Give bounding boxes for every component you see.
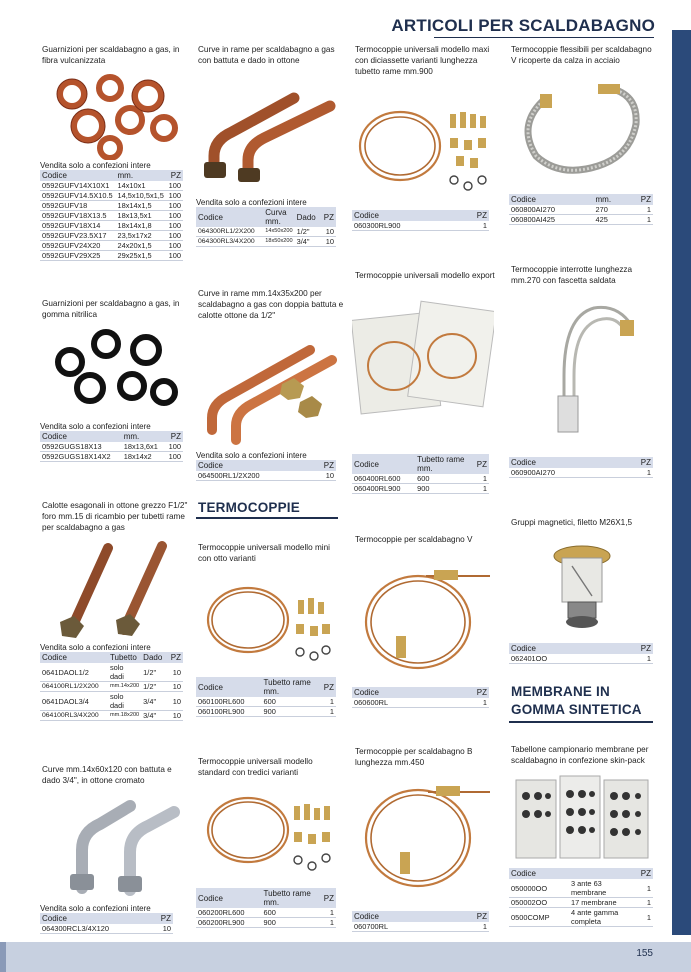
size: 14x10x1 — [115, 181, 166, 191]
qty: 1 — [628, 215, 653, 225]
tube: mm.18x200 — [108, 711, 141, 721]
code: 0592GUFV14X10X1 — [40, 181, 115, 191]
col-header: PZ — [471, 454, 489, 474]
col-header: PZ — [615, 643, 653, 654]
col-header: PZ — [318, 677, 336, 697]
qty: 100 — [166, 181, 183, 191]
size: 18x13,6x1 — [122, 442, 165, 452]
length: 900 — [262, 707, 318, 717]
table-row — [40, 663, 183, 682]
qty: 10 — [167, 711, 183, 721]
code: 0592GUFV29X25 — [40, 251, 115, 261]
col-header: Codice — [40, 431, 122, 442]
table-row — [196, 908, 336, 918]
qty: 100 — [166, 251, 183, 261]
product-description — [42, 44, 192, 66]
table-row — [509, 468, 653, 478]
curve-doppia-table — [196, 460, 336, 481]
table-row — [40, 682, 183, 692]
table-row — [352, 922, 489, 932]
desc-line: Curve in rame mm.14x35x200 per — [198, 289, 322, 298]
qty: 1 — [471, 484, 489, 494]
col-header: Codice — [196, 460, 311, 471]
table-row — [40, 221, 183, 231]
tube: solo dadi — [108, 663, 141, 682]
termo-b-table-wrap — [352, 911, 489, 932]
desc-line: dado 3/4", in ottone cromato — [42, 776, 145, 785]
qty: 1 — [471, 474, 489, 484]
table-row — [196, 918, 336, 928]
table-row — [40, 211, 183, 221]
size: 18x14x1,5 — [115, 201, 166, 211]
col-header: mm. — [122, 431, 165, 442]
table-row — [196, 227, 336, 237]
col-header: PZ — [459, 210, 489, 221]
col-header: PZ — [167, 652, 183, 663]
col-header: Codice — [352, 687, 452, 698]
product-description — [42, 298, 192, 320]
table-row — [509, 654, 653, 664]
table-row — [40, 711, 183, 721]
col-header: Codice — [40, 170, 115, 181]
gasket-vulcan-table — [40, 170, 183, 261]
code: 064100RL1/2X200 — [40, 682, 108, 692]
table-row — [352, 221, 489, 231]
desc-line: Termocoppie universali modello mini — [198, 543, 330, 552]
qty: 100 — [166, 201, 183, 211]
section-title-membrane — [509, 683, 653, 723]
section-title-line: GOMMA SINTETICA — [511, 702, 642, 717]
desc-line: lunghezza mm.450 — [355, 758, 425, 767]
code: 060100RL900 — [196, 707, 262, 717]
desc-line: V ricoperte da calza in acciaio — [511, 56, 620, 65]
table-row — [352, 484, 489, 494]
table-row — [40, 191, 183, 201]
product-description — [355, 270, 505, 281]
code: 0592GUGS18X13 — [40, 442, 122, 452]
size: 24x20x1,5 — [115, 241, 166, 251]
table-row — [352, 698, 489, 708]
table-row — [40, 692, 183, 711]
membrane-table-wrap — [509, 868, 653, 927]
code: 050000OO — [509, 879, 569, 898]
table-row — [196, 707, 336, 717]
desc-line: mm.270 con fascetta saldata — [511, 276, 616, 285]
length: 900 — [262, 918, 318, 928]
desc-line: per scaldabagno a gas — [42, 523, 125, 532]
desc-line: Tabellone campionario membrane per — [511, 745, 649, 754]
size: 18x14x2 — [122, 452, 165, 462]
desc-line: calotte ottone da 1/2" — [198, 311, 276, 320]
termo-maxi-table-wrap — [352, 210, 489, 231]
size: 18x13,5x1 — [115, 211, 166, 221]
termo-flex-table — [509, 194, 653, 225]
product-description — [198, 44, 348, 66]
code: 060200RL600 — [196, 908, 262, 918]
desc-line: Termocoppie flessibili per scaldabagno — [511, 45, 652, 54]
col-header: PZ — [320, 207, 336, 227]
table-row — [40, 452, 183, 462]
col-header: Tubetto rame mm. — [262, 677, 318, 697]
termo-flex-table-wrap — [509, 194, 653, 225]
code: 0641DAOL1/2 — [40, 663, 108, 682]
termo-v-table — [352, 687, 489, 708]
code: 0592GUFV14.5X10.5 — [40, 191, 115, 201]
sale-note: Vendita solo a confezioni intere — [196, 451, 307, 460]
code: 064500RL1/2X200 — [196, 471, 311, 481]
table-row — [509, 215, 653, 225]
desc-line: gomma nitrilica — [42, 310, 98, 319]
col-header: PZ — [620, 457, 653, 468]
gasket-nitrile-photo — [46, 326, 182, 418]
col-header: PZ — [633, 868, 653, 879]
table-row — [40, 201, 183, 211]
termo-export-table — [352, 454, 489, 494]
qty: 100 — [166, 191, 183, 201]
page-title: ARTICOLI PER SCALDABAGNO — [391, 16, 655, 35]
code: 060700RL — [352, 922, 452, 932]
termo-standard-photo — [200, 788, 336, 882]
col-header: Codice — [40, 913, 151, 924]
membrane-photo — [512, 774, 652, 864]
qty: 10 — [311, 471, 336, 481]
product-description — [511, 44, 669, 66]
table-row — [40, 442, 183, 452]
termo-mini-photo — [200, 576, 336, 672]
table-row — [40, 241, 183, 251]
qty: 1 — [633, 898, 653, 908]
termo-mini-table-wrap — [196, 677, 336, 717]
description: 4 ante gamma completa — [569, 908, 633, 927]
qty: 1 — [318, 918, 336, 928]
qty: 1 — [628, 205, 653, 215]
qty: 1 — [318, 697, 336, 707]
gruppi-photo — [532, 536, 632, 636]
termo-export-photo — [352, 300, 494, 416]
table-row — [40, 251, 183, 261]
col-header: Curva mm. — [263, 207, 294, 227]
tube: solo dadi — [108, 692, 141, 711]
col-header: Codice — [196, 677, 262, 697]
code: 060600RL — [352, 698, 452, 708]
page-number: 155 — [636, 948, 653, 959]
col-header: PZ — [165, 431, 183, 442]
col-header: PZ — [311, 460, 336, 471]
desc-line: Termocoppie universali modello — [198, 757, 313, 766]
size: 18x14x1,8 — [115, 221, 166, 231]
code: 0592GUFV18X14 — [40, 221, 115, 231]
code: 0592GUFV18X13.5 — [40, 211, 115, 221]
code: 060300RL900 — [352, 221, 459, 231]
table-row — [40, 924, 173, 934]
desc-line: Termocoppie universali modello export — [355, 271, 495, 280]
desc-line: fibra vulcanizzata — [42, 56, 106, 65]
col-header: Tubetto rame mm. — [262, 888, 318, 908]
length: 270 — [593, 205, 627, 215]
size: 23,5x17x2 — [115, 231, 166, 241]
product-description — [198, 756, 348, 778]
product-description — [42, 764, 192, 786]
product-description — [355, 44, 505, 77]
qty: 10 — [151, 924, 173, 934]
code: 062401OO — [509, 654, 615, 664]
desc-line: con battuta e dado in ottone — [198, 56, 300, 65]
col-header: Codice — [352, 210, 459, 221]
col-header: PZ — [318, 888, 336, 908]
code: 0592GUFV18 — [40, 201, 115, 211]
col-header: PZ — [151, 913, 173, 924]
nut: 3/4" — [295, 237, 321, 247]
code: 060400RL900 — [352, 484, 415, 494]
termo-maxi-photo — [354, 94, 494, 198]
desc-line: scaldabagno in confezione skin-pack — [511, 756, 645, 765]
col-header: Codice — [40, 652, 108, 663]
code: 060900AI270 — [509, 468, 620, 478]
qty: 100 — [165, 442, 183, 452]
desc-line: Guarnizioni per scaldabagno a gas, in — [42, 299, 180, 308]
nut: 3/4" — [141, 711, 167, 721]
termo-v-table-wrap — [352, 687, 489, 708]
col-header: Codice — [352, 911, 452, 922]
col-header: mm. — [115, 170, 166, 181]
footer-accent — [0, 942, 6, 972]
length: 900 — [415, 484, 471, 494]
curve-rame-table-wrap — [196, 207, 336, 247]
page-footer-band — [0, 942, 691, 972]
qty: 10 — [167, 663, 183, 682]
code: 064300RL1/2X200 — [196, 227, 263, 237]
termo-standard-table — [196, 888, 336, 928]
nut: 1/2" — [141, 663, 167, 682]
desc-line: Termocoppie per scaldabagno V — [355, 535, 473, 544]
sale-note: Vendita solo a confezioni intere — [40, 422, 151, 431]
gruppi-table — [509, 643, 653, 664]
desc-line: Termocoppie interrotte lunghezza — [511, 265, 633, 274]
description: 17 membrane — [569, 898, 633, 908]
table-row — [509, 205, 653, 215]
membrane-table — [509, 868, 653, 927]
code: 0592GUFV24X20 — [40, 241, 115, 251]
curve-rame-photo — [198, 76, 340, 186]
desc-line: Curve mm.14x60x120 con battuta e — [42, 765, 172, 774]
product-description — [198, 542, 348, 564]
code: 060200RL900 — [196, 918, 262, 928]
desc-line: scaldabagno a gas con doppia battuta e — [198, 300, 344, 309]
desc-line: Calotte esagonali in ottone grezzo F1/2" — [42, 501, 188, 510]
termo-interrotte-photo — [514, 296, 650, 444]
desc-line: con diciassette varianti lunghezza — [355, 56, 478, 65]
table-row — [352, 474, 489, 484]
qty: 100 — [166, 241, 183, 251]
desc-line: con otto varianti — [198, 554, 256, 563]
product-description — [198, 288, 356, 321]
qty: 1 — [452, 922, 489, 932]
length: 425 — [593, 215, 627, 225]
desc-line: standard con tredici varianti — [198, 768, 299, 777]
qty: 10 — [320, 237, 336, 247]
code: 060400RL600 — [352, 474, 415, 484]
curve-chrome-photo — [52, 792, 182, 898]
nut: 1/2" — [295, 227, 321, 237]
tube: mm.14x200 — [108, 682, 141, 692]
qty: 100 — [166, 221, 183, 231]
col-header: Codice — [509, 457, 620, 468]
code: 0500COMP — [509, 908, 569, 927]
size: 18x50x200 — [263, 237, 294, 247]
qty: 10 — [320, 227, 336, 237]
table-row — [196, 697, 336, 707]
qty: 100 — [165, 452, 183, 462]
code: 064300RCL3/4X120 — [40, 924, 151, 934]
code: 060800AI425 — [509, 215, 593, 225]
gasket-vulcan-table-wrap — [40, 170, 183, 261]
table-row — [40, 181, 183, 191]
col-header: PZ — [452, 687, 489, 698]
termo-v-photo — [356, 566, 492, 678]
curve-rame-table — [196, 207, 336, 247]
nut: 3/4" — [141, 692, 167, 711]
table-row — [509, 908, 653, 927]
desc-line: Curve in rame per scaldabagno a gas — [198, 45, 335, 54]
product-description — [42, 500, 192, 533]
qty: 100 — [166, 211, 183, 221]
code: 060800AI270 — [509, 205, 593, 215]
section-title-line: MEMBRANE IN — [511, 684, 610, 699]
product-description — [355, 534, 505, 545]
termo-flex-photo — [512, 74, 652, 182]
termo-maxi-table — [352, 210, 489, 231]
termo-standard-table-wrap — [196, 888, 336, 928]
termo-b-photo — [356, 780, 492, 896]
gasket-nitrile-table-wrap — [40, 431, 183, 462]
col-header: mm. — [593, 194, 627, 205]
sale-note: Vendita solo a confezioni intere — [40, 161, 151, 170]
product-description — [511, 264, 669, 286]
desc-line: Guarnizioni per scaldabagno a gas, in — [42, 45, 180, 54]
title-rule — [434, 37, 654, 38]
section-title-termocoppie: TERMOCOPPIE — [196, 500, 338, 519]
desc-line: foro mm.15 di ricambio per tubetti rame — [42, 512, 185, 521]
curve-chrome-table-wrap — [40, 913, 173, 934]
desc-line: Termocoppie per scaldabagno B — [355, 747, 473, 756]
page-sidebar-band — [672, 30, 691, 935]
size: 14x50x200 — [263, 227, 294, 237]
description: 3 ante 63 membrane — [569, 879, 633, 898]
qty: 1 — [452, 698, 489, 708]
qty: 10 — [167, 692, 183, 711]
size: 29x25x1,5 — [115, 251, 166, 261]
table-row — [196, 237, 336, 247]
calotte-table — [40, 652, 183, 721]
qty: 10 — [167, 682, 183, 692]
calotte-photo — [50, 540, 182, 640]
col-header: Codice — [196, 888, 262, 908]
calotte-table-wrap — [40, 652, 183, 721]
desc-line: Gruppi magnetici, filetto M26X1,5 — [511, 518, 633, 527]
termo-b-table — [352, 911, 489, 932]
code: 064300RL3/4X200 — [196, 237, 263, 247]
table-row — [509, 898, 653, 908]
col-header: Tubetto — [108, 652, 141, 663]
length: 600 — [262, 697, 318, 707]
col-header: Codice — [509, 868, 569, 879]
col-header: PZ — [452, 911, 489, 922]
qty: 1 — [318, 707, 336, 717]
product-description — [511, 517, 669, 528]
col-header: Codice — [509, 194, 593, 205]
gasket-vulcan-photo — [44, 72, 184, 160]
qty: 1 — [459, 221, 489, 231]
termo-interrotte-table — [509, 457, 653, 478]
length: 600 — [262, 908, 318, 918]
qty: 1 — [615, 654, 653, 664]
qty: 1 — [633, 908, 653, 927]
nut: 1/2" — [141, 682, 167, 692]
sale-note: Vendita solo a confezioni intere — [40, 643, 151, 652]
col-header: Dado — [295, 207, 321, 227]
code: 060100RL600 — [196, 697, 262, 707]
table-row — [196, 471, 336, 481]
code: 050002OO — [509, 898, 569, 908]
table-row — [509, 879, 653, 898]
size: 14,5x10,5x1,5 — [115, 191, 166, 201]
curve-doppia-photo — [200, 330, 340, 446]
qty: 1 — [633, 879, 653, 898]
col-header: Codice — [352, 454, 415, 474]
product-description — [355, 746, 505, 768]
code: 0592GUGS18X14X2 — [40, 452, 122, 462]
length: 600 — [415, 474, 471, 484]
col-header: Codice — [509, 643, 615, 654]
curve-doppia-table-wrap — [196, 460, 336, 481]
col-header: PZ — [628, 194, 653, 205]
col-header: Codice — [196, 207, 263, 227]
qty: 1 — [620, 468, 653, 478]
code: 0592GUFV23.5X17 — [40, 231, 115, 241]
sale-note: Vendita solo a confezioni intere — [40, 904, 151, 913]
desc-line: tubetto rame mm.900 — [355, 67, 433, 76]
table-row — [40, 231, 183, 241]
code: 0641DAOL3/4 — [40, 692, 108, 711]
col-header: PZ — [166, 170, 183, 181]
termo-mini-table — [196, 677, 336, 717]
code: 064100RL3/4X200 — [40, 711, 108, 721]
curve-chrome-table — [40, 913, 173, 934]
gruppi-table-wrap — [509, 643, 653, 664]
product-description — [511, 744, 669, 766]
desc-line: Termocoppie universali modello maxi — [355, 45, 490, 54]
termo-interrotte-table-wrap — [509, 457, 653, 478]
gasket-nitrile-table — [40, 431, 183, 462]
col-header: Tubetto rame mm. — [415, 454, 471, 474]
col-header: Dado — [141, 652, 167, 663]
termo-export-table-wrap — [352, 454, 489, 494]
qty: 100 — [166, 231, 183, 241]
sale-note: Vendita solo a confezioni intere — [196, 198, 307, 207]
qty: 1 — [318, 908, 336, 918]
